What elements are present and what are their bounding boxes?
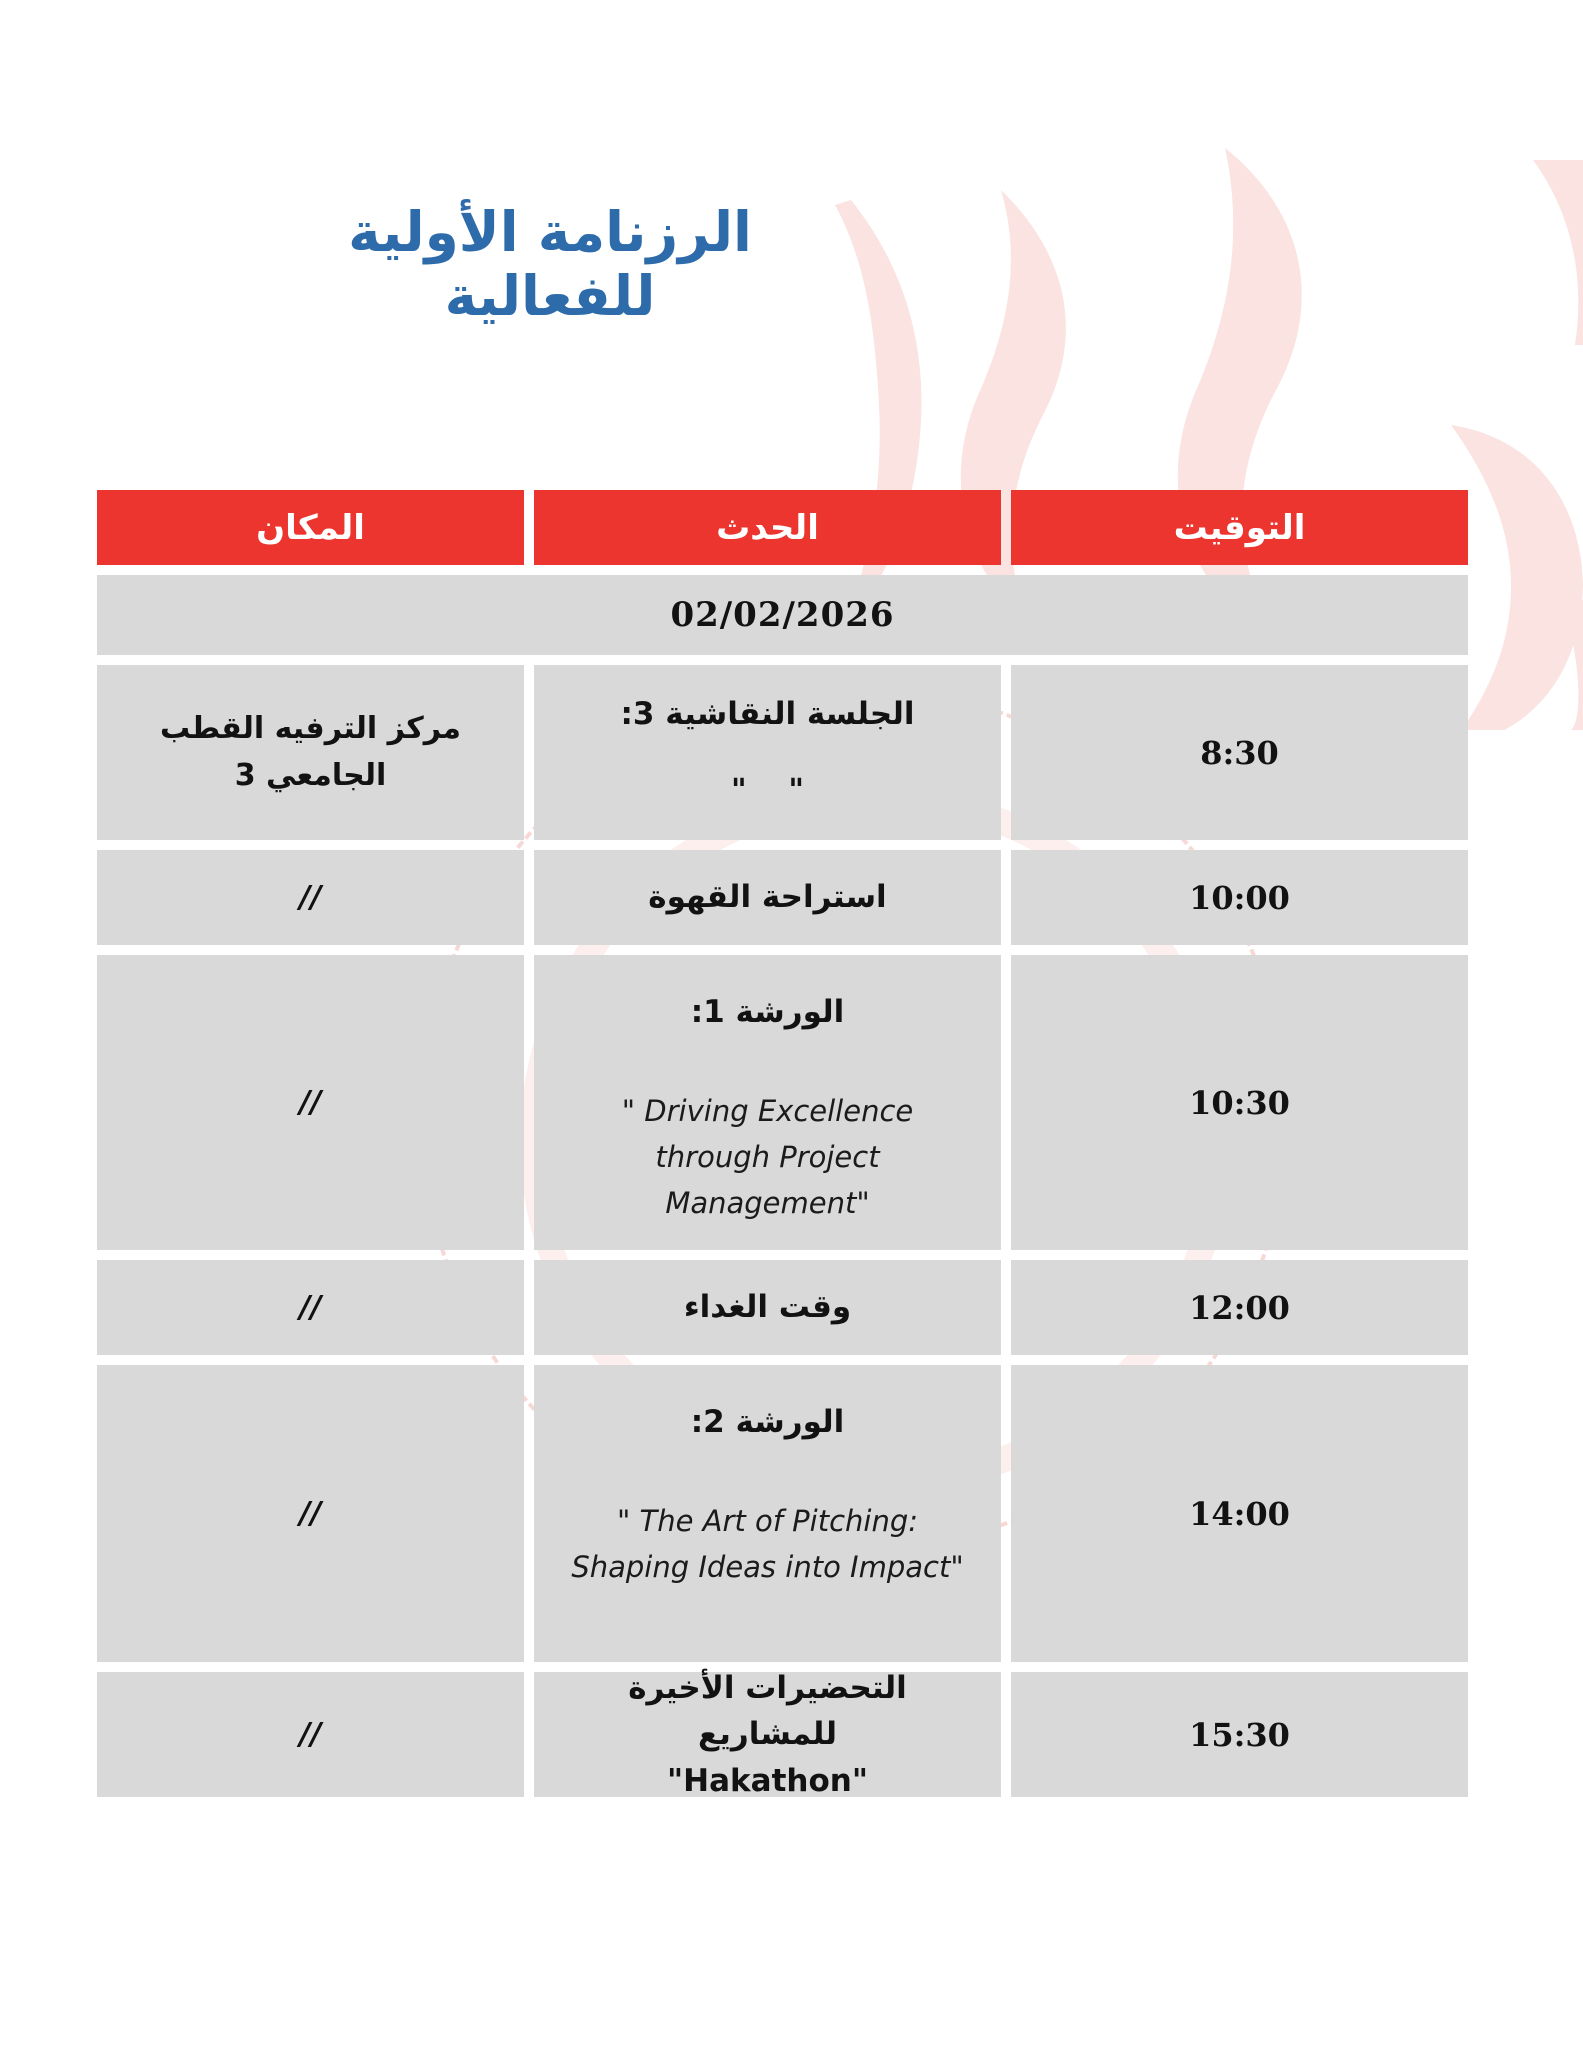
time-cell	[1011, 665, 1468, 840]
page-title: الرزنامة الأولية للفعالية	[348, 200, 752, 328]
event-subtitle: " Driving Excellence through Project Management"	[621, 1093, 914, 1221]
time-cell	[1011, 850, 1468, 945]
location-cell	[97, 955, 524, 1250]
header-event-cell	[534, 490, 1001, 565]
time-value: 15:30	[1189, 1715, 1290, 1754]
location-value: //	[299, 1717, 322, 1752]
header-time-label: التوقيت	[1173, 507, 1306, 548]
location-value: //	[299, 1290, 322, 1325]
event-title: التحضيرات الأخيرة للمشاريع "Hakathon"	[628, 1669, 907, 1799]
location-cell	[97, 1672, 524, 1797]
date-value: 02/02/2026	[670, 595, 895, 635]
header-event-label: الحدث	[716, 507, 819, 548]
event-cell	[534, 665, 1001, 840]
event-cell	[534, 850, 1001, 945]
event-title: الورشة 2:	[690, 1404, 845, 1440]
header-location-cell	[97, 490, 524, 565]
location-cell	[97, 1260, 524, 1355]
time-value: 8:30	[1200, 733, 1279, 772]
time-cell	[1011, 1672, 1468, 1797]
time-cell	[1011, 1365, 1468, 1662]
schedule-table	[97, 490, 1468, 1797]
time-value: 14:00	[1189, 1494, 1290, 1533]
header-time-cell	[1011, 490, 1468, 565]
event-title: الورشة 1:	[690, 994, 845, 1030]
event-cell	[534, 1260, 1001, 1355]
event-subtitle: " The Art of Pitching: Shaping Ideas into Impact"	[571, 1503, 964, 1584]
location-cell	[97, 1365, 524, 1662]
event-cell	[534, 1365, 1001, 1662]
location-cell	[97, 850, 524, 945]
event-subtitle: " "	[730, 773, 805, 808]
location-value: //	[299, 1085, 322, 1120]
date-cell	[97, 575, 1468, 655]
time-cell	[1011, 1260, 1468, 1355]
time-value: 12:00	[1189, 1288, 1290, 1327]
event-title: الجلسة النقاشية 3:	[620, 696, 915, 732]
header-location-label: المكان	[256, 507, 365, 548]
location-value: مركز الترفيه القطب الجامعي 3	[160, 711, 461, 793]
time-value: 10:30	[1189, 1083, 1290, 1122]
event-cell	[534, 955, 1001, 1250]
event-cell	[534, 1669, 1001, 1799]
swoosh-shape	[1533, 160, 1583, 345]
swoosh-shape	[1449, 425, 1583, 730]
event-title: وقت الغداء	[683, 1289, 852, 1326]
time-value: 10:00	[1189, 878, 1290, 917]
location-value: //	[299, 1496, 322, 1531]
location-value: //	[299, 880, 322, 915]
event-title: استراحة القهوة	[648, 879, 887, 916]
time-cell	[1011, 955, 1468, 1250]
location-cell	[97, 665, 524, 840]
